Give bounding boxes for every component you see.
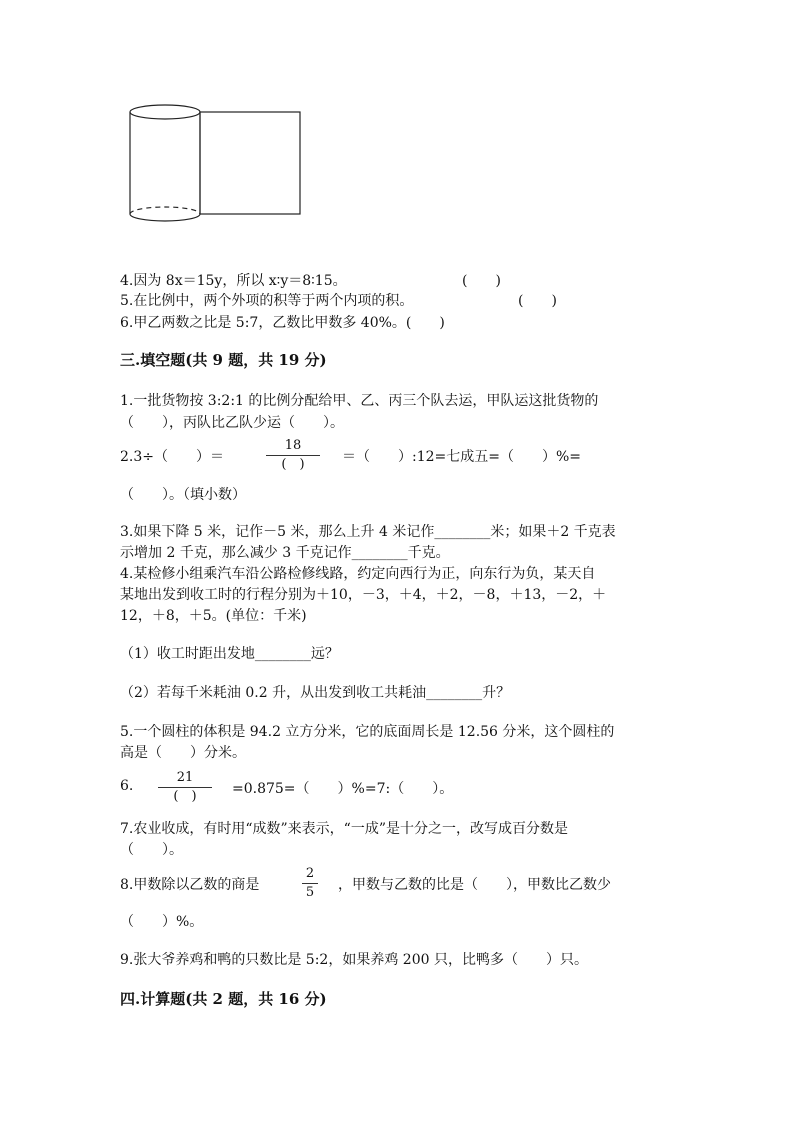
- fill-q8-fraction: [302, 866, 318, 901]
- fill-q2-fraction: [266, 438, 320, 473]
- fraction-numerator: 21: [176, 770, 194, 785]
- fill-q6-fraction: [158, 770, 212, 805]
- fill-q7-line1: 7.农业收成，有时用“成数”来表示，“一成”是十分之一，改写成百分数是: [120, 821, 568, 837]
- judge-q5-answer[interactable]: ( ): [518, 293, 557, 309]
- fill-q8-line2: （ ）%。: [120, 914, 204, 930]
- fill-q4-sub2: （2）若每千米耗油 0.2 升，从出发到收工共耗油________升？: [120, 685, 511, 701]
- fill-q1-line2: （ ），丙队比乙队少运（ ）。: [120, 415, 344, 431]
- fill-q4-line3: 12，＋8，＋5。(单位：千米): [120, 608, 307, 624]
- section3-title: 三.填空题(共 9 题，共 19 分): [120, 351, 327, 369]
- cylinder-bottom-front: [130, 214, 200, 221]
- judge-q4: 4.因为 8x＝15y，所以 x∶y＝8∶15。: [120, 273, 347, 289]
- fill-q9: 9.张大爷养鸡和鸭的只数比是 5:2，如果养鸡 200 只，比鸭多（ ）只。: [120, 952, 588, 968]
- section4-title: 四.计算题(共 2 题，共 16 分): [120, 990, 327, 1008]
- unrolled-rectangle: [200, 112, 300, 214]
- judge-q5: 5.在比例中，两个外项的积等于两个内项的积。: [120, 293, 414, 309]
- cylinder-figure: [0, 0, 794, 260]
- fraction-numerator: 2: [305, 866, 315, 881]
- fill-q4-sub1: （1）收工时距出发地________远？: [120, 646, 339, 662]
- fraction-bar: [158, 787, 212, 788]
- fill-q4-line1: 4.某检修小组乘汽车沿公路检修线路，约定向西行为正，向东行为负，某天自: [120, 566, 596, 582]
- fill-q5-line2: 高是（ ）分米。: [120, 745, 246, 761]
- fill-q5-line1: 5.一个圆柱的体积是 94.2 立方分米，它的底面周长是 12.56 分米，这个圆柱的: [120, 724, 615, 740]
- fraction-bar: [302, 883, 318, 884]
- fill-q6-right: =0.875=（ ）%=7:（ ）。: [232, 781, 454, 797]
- fill-q7-line2: （ ）。: [120, 842, 183, 858]
- fraction-denominator: 5: [305, 885, 315, 900]
- fill-q1-line1: 1.一批货物按 3:2:1 的比例分配给甲、乙、丙三个队去运，甲队运这批货物的: [120, 393, 599, 409]
- fraction-bar: [266, 455, 320, 456]
- cylinder-top-ellipse: [130, 105, 200, 119]
- fill-q3-line2: 示增加 2 千克，那么减少 3 千克记作________千克。: [120, 545, 450, 561]
- judge-q6: 6.甲乙两数之比是 5:7，乙数比甲数多 40%。( ): [120, 315, 445, 331]
- fraction-denominator[interactable]: ( ): [281, 457, 305, 472]
- fill-q2-left: 2.3÷（ ）＝: [120, 449, 224, 465]
- fill-q2-right: ＝（ ）:12=七成五=（ ）%=: [342, 449, 582, 465]
- judge-q4-answer[interactable]: ( ): [462, 273, 501, 289]
- fill-q8-right: ，甲数与乙数的比是（ ），甲数比乙数少: [338, 877, 611, 893]
- fill-q3-line1: 3.如果下降 5 米，记作－5 米，那么上升 4 米记作________米；如果＋2 千克表: [120, 524, 616, 540]
- cylinder-bottom-back: [130, 207, 200, 214]
- fraction-denominator[interactable]: ( ): [173, 789, 197, 804]
- fill-q6-label: 6.: [120, 778, 134, 794]
- fraction-numerator: 18: [284, 438, 302, 453]
- fill-q4-line2: 某地出发到收工时的行程分别为＋10，－3，＋4，＋2，－8，＋13，－2，＋: [120, 587, 607, 603]
- fill-q8-left: 8.甲数除以乙数的商是: [120, 877, 260, 893]
- fill-q2-line2: （ ）。（填小数）: [120, 487, 246, 503]
